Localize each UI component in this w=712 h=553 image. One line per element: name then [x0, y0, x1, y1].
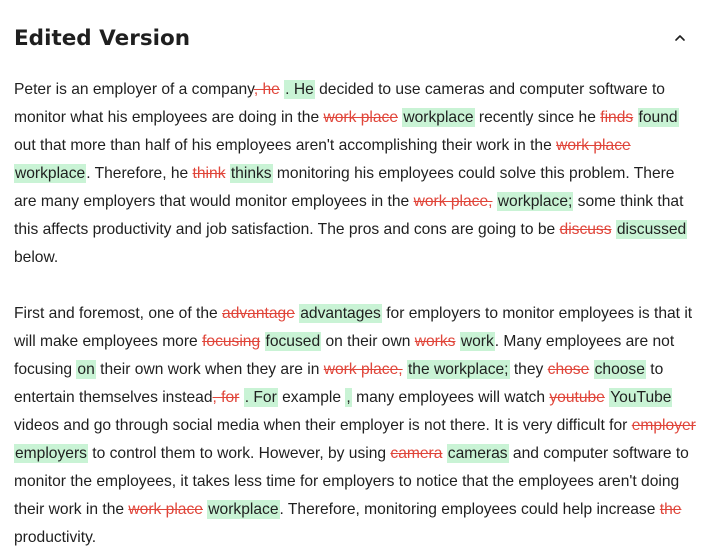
deleted-text: work place — [556, 137, 631, 154]
inserted-text: the workplace; — [407, 361, 509, 378]
inserted-text: discussed — [616, 221, 687, 238]
deleted-text: discuss — [559, 221, 612, 238]
inserted-text: workplace; — [497, 193, 573, 210]
inserted-text: work — [460, 333, 494, 350]
paragraph — [14, 300, 698, 552]
inserted-text: advantages — [300, 305, 381, 322]
plain-text: and computer software to monitor the employees, it takes less time for employers to notice that the employees aren't doing their work in the — [14, 445, 689, 518]
inserted-text: workplace — [403, 109, 474, 126]
inserted-text: YouTube — [610, 389, 672, 406]
plain-text: example — [277, 389, 346, 406]
deleted-text: work place — [128, 501, 203, 518]
paragraph — [14, 76, 698, 272]
deleted-text: camera — [390, 445, 443, 462]
inserted-text: employers — [15, 445, 87, 462]
chevron-up-icon — [670, 28, 690, 48]
inserted-text: . For — [244, 389, 277, 406]
plain-text: many employees will watch — [351, 389, 550, 406]
deleted-text: , for — [212, 389, 240, 406]
panel-header — [14, 0, 698, 76]
inserted-text: found — [638, 109, 678, 126]
plain-text: to entertain themselves instead — [14, 361, 664, 406]
plain-text: decided to use cameras and computer software to monitor what his employees are doing in the — [14, 81, 665, 126]
deleted-text: work place — [323, 109, 398, 126]
plain-text: below. — [14, 249, 59, 266]
inserted-text: cameras — [447, 445, 508, 462]
plain-text: monitoring his employees could solve this problem. There are many employers that would monitor employees in the — [14, 165, 675, 210]
inserted-text: thinks — [230, 165, 272, 182]
plain-text: to control them to work. However, by using — [87, 445, 391, 462]
panel-title: Edited Version — [14, 26, 191, 51]
plain-text: videos and go through social media when their employer is not there. It is very difficult for — [14, 417, 632, 434]
deleted-text: focusing — [202, 333, 261, 350]
plain-text: out that more than half of his employees aren't accomplishing their work in the — [14, 137, 557, 154]
plain-text: their own work when they are in — [95, 361, 324, 378]
deleted-text: work place, — [323, 361, 403, 378]
plain-text — [260, 333, 264, 350]
plain-text — [589, 361, 593, 378]
plain-text: . Therefore, monitoring employees could help increase — [279, 501, 660, 518]
deleted-text: chose — [547, 361, 590, 378]
deleted-text: , he — [253, 81, 280, 98]
deleted-text: employer — [631, 417, 696, 434]
inserted-text: , — [346, 389, 351, 406]
deleted-text: works — [414, 333, 456, 350]
deleted-text: think — [192, 165, 226, 182]
deleted-text: the — [659, 501, 682, 518]
edited-text-body — [14, 76, 698, 552]
inserted-text: . He — [285, 81, 314, 98]
inserted-text: on — [77, 361, 95, 378]
plain-text: for employers to monitor employees is that it will make employees more — [14, 305, 693, 350]
plain-text: . Many employees are not focusing — [14, 333, 675, 378]
plain-text: some think that this affects productivity and job satisfaction. The pros and cons are going to be — [14, 193, 684, 238]
deleted-text: youtube — [549, 389, 605, 406]
plain-text — [633, 109, 637, 126]
plain-text: on their own — [321, 333, 415, 350]
plain-text: recently since he — [474, 109, 601, 126]
inserted-text: focused — [265, 333, 321, 350]
plain-text: First and foremost, one of the — [14, 305, 223, 322]
deleted-text: work place, — [413, 193, 493, 210]
inserted-text: choose — [594, 361, 645, 378]
inserted-text: workplace — [208, 501, 279, 518]
plain-text: . Therefore, he — [86, 165, 193, 182]
inserted-text: workplace — [15, 165, 86, 182]
plain-text: they — [509, 361, 548, 378]
plain-text: Peter is an employer of a company — [14, 81, 254, 98]
deleted-text: advantage — [222, 305, 295, 322]
deleted-text: finds — [600, 109, 634, 126]
collapse-button[interactable] — [670, 28, 690, 48]
plain-text: productivity. — [14, 529, 97, 546]
